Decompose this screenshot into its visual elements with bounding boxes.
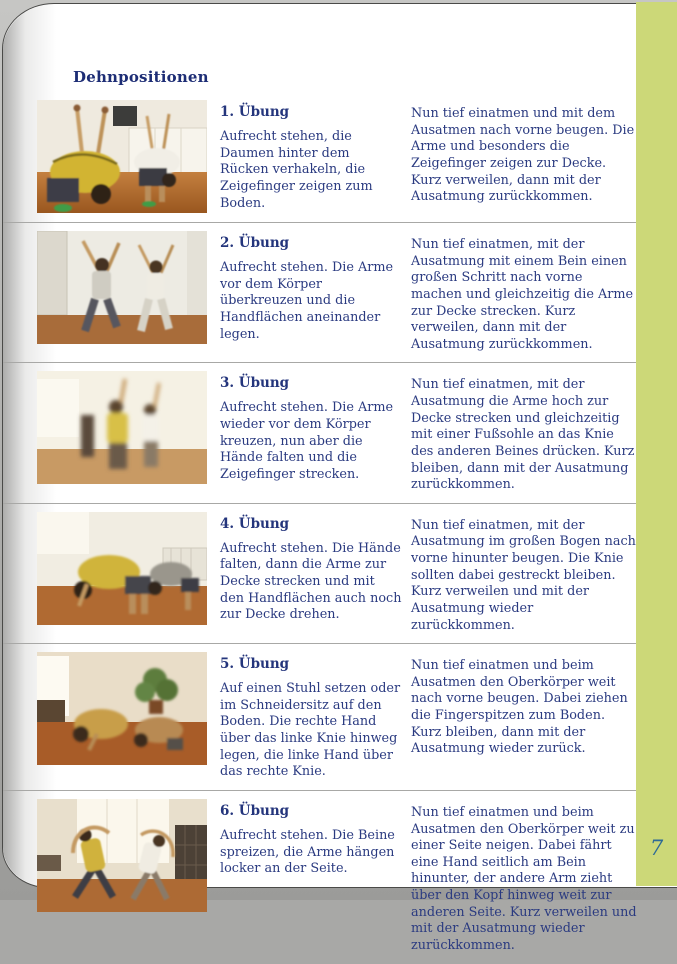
photo-illustration	[37, 652, 207, 765]
exercise-row	[3, 503, 636, 643]
exercise-breathing-text: Nun tief einatmen und mit dem Ausatmen nach vorne beugen. Die Arme und besonders die Zeigefinger zeigen zur Decke. Kurz verweilen, dann mit der Ausatmung zurückkommen.	[411, 106, 635, 205]
exercise-posture-text: Aufrecht stehen. Die Arme wieder vor dem Körper kreuzen, nun aber die Hände falten und die Zeigefinger strecken.	[220, 400, 394, 482]
exercise-breathing-text: Nun tief einatmen, mit der Ausatmung die Arme hoch zur Decke strecken und gleichzeitig mit einer Fußsohle an das Knie des anderen Beines drücken. Kurz bleiben, dann mit der Ausatmung zurückkommen.	[411, 377, 635, 493]
exercise-heading: 4. Übung	[220, 515, 290, 532]
exercise-breathing-text: Nun tief einatmen, mit der Ausatmung mit einem Bein einen großen Schritt nach vorne machen und gleichzeitig die Arme zur Decke strecken. Kurz verweilen, dann mit der Ausatmung zurückkommen.	[411, 237, 634, 352]
exercise-photo	[37, 512, 207, 625]
exercise-photo	[37, 100, 207, 213]
book-page	[2, 3, 677, 953]
exercise-heading: 3. Übung	[220, 375, 290, 392]
exercise-instructions	[220, 512, 402, 624]
exercise-row	[3, 643, 636, 790]
exercise-breathing	[411, 371, 637, 493]
exercise-breathing-text: Nun tief einatmen, mit der Ausatmung im großen Bogen nach vorne hinunter beugen. Die Knie sollten dabei gestreckt bleiben. Kurz verweilen und mit der Ausatmung wieder zurückkommen.	[411, 517, 636, 633]
exercise-heading: 6. Übung	[220, 802, 290, 819]
exercise-row	[3, 92, 636, 222]
photo-illustration	[37, 100, 207, 213]
exercise-breathing	[411, 231, 637, 353]
exercise-heading: 5. Übung	[220, 656, 290, 673]
exercise-instructions	[220, 652, 402, 781]
exercise-breathing	[411, 799, 637, 955]
exercise-photo	[37, 371, 207, 484]
exercise-photo	[37, 799, 207, 912]
exercise-row	[3, 790, 636, 964]
exercise-row	[3, 362, 636, 502]
exercise-heading: 2. Übung	[220, 235, 290, 251]
exercise-posture-text: Aufrecht stehen. Die Arme vor dem Körper überkreuzen und die Handflächen aneinander legen.	[220, 260, 394, 342]
exercise-heading: 1. Übung	[220, 104, 290, 120]
photo-illustration	[37, 512, 207, 625]
exercise-breathing	[411, 652, 637, 758]
exercise-instructions	[220, 231, 402, 343]
exercise-breathing-text: Nun tief einatmen und beim Ausatmen den Oberkörper weit zu einer Seite neigen. Dabei fährt eine Hand seitlich am Bein hinunter, der andere Arm zieht über den Kopf hinweg weit zur anderen Seite. Kurz verweilen und mit der Ausatmung wieder zurückkommen.	[411, 804, 637, 953]
exercise-instructions	[220, 799, 402, 878]
photo-illustration	[37, 371, 207, 484]
exercise-breathing-text: Nun tief einatmen und beim Ausatmen den Oberkörper weit nach vorne beugen. Dabei ziehen die Fingerspitzen zum Boden. Kurz bleiben, dann mit der Ausatmung wieder zurück.	[411, 658, 628, 757]
exercise-instructions	[220, 371, 402, 483]
page-title: Dehnpositionen	[73, 68, 209, 86]
exercise-photo	[37, 652, 207, 765]
exercise-photo	[37, 231, 207, 344]
exercise-posture-text: Aufrecht stehen, die Daumen hinter dem Rücken verhakeln, die Zeigefinger zeigen zum Boden.	[220, 129, 373, 211]
page-number: 7	[649, 836, 664, 860]
exercise-row	[3, 222, 636, 362]
exercise-posture-text: Aufrecht stehen. Die Beine spreizen, die Arme hängen locker an der Seite.	[220, 827, 395, 877]
photo-illustration	[37, 799, 207, 912]
accent-sidebar	[636, 2, 677, 886]
exercise-instructions	[220, 100, 402, 212]
exercise-breathing	[411, 512, 637, 634]
exercise-posture-text: Aufrecht stehen. Die Hände falten, dann die Arme zur Decke strecken und mit den Handflächen auch noch zur Decke drehen.	[220, 540, 402, 623]
exercise-posture-text: Auf einen Stuhl setzen oder im Schneidersitz auf den Boden. Die rechte Hand über das linke Knie hinweg legen, die linke Hand über das rechte Knie.	[220, 681, 401, 780]
photo-illustration	[37, 231, 207, 344]
exercise-list	[3, 92, 636, 964]
exercise-breathing	[411, 100, 637, 206]
